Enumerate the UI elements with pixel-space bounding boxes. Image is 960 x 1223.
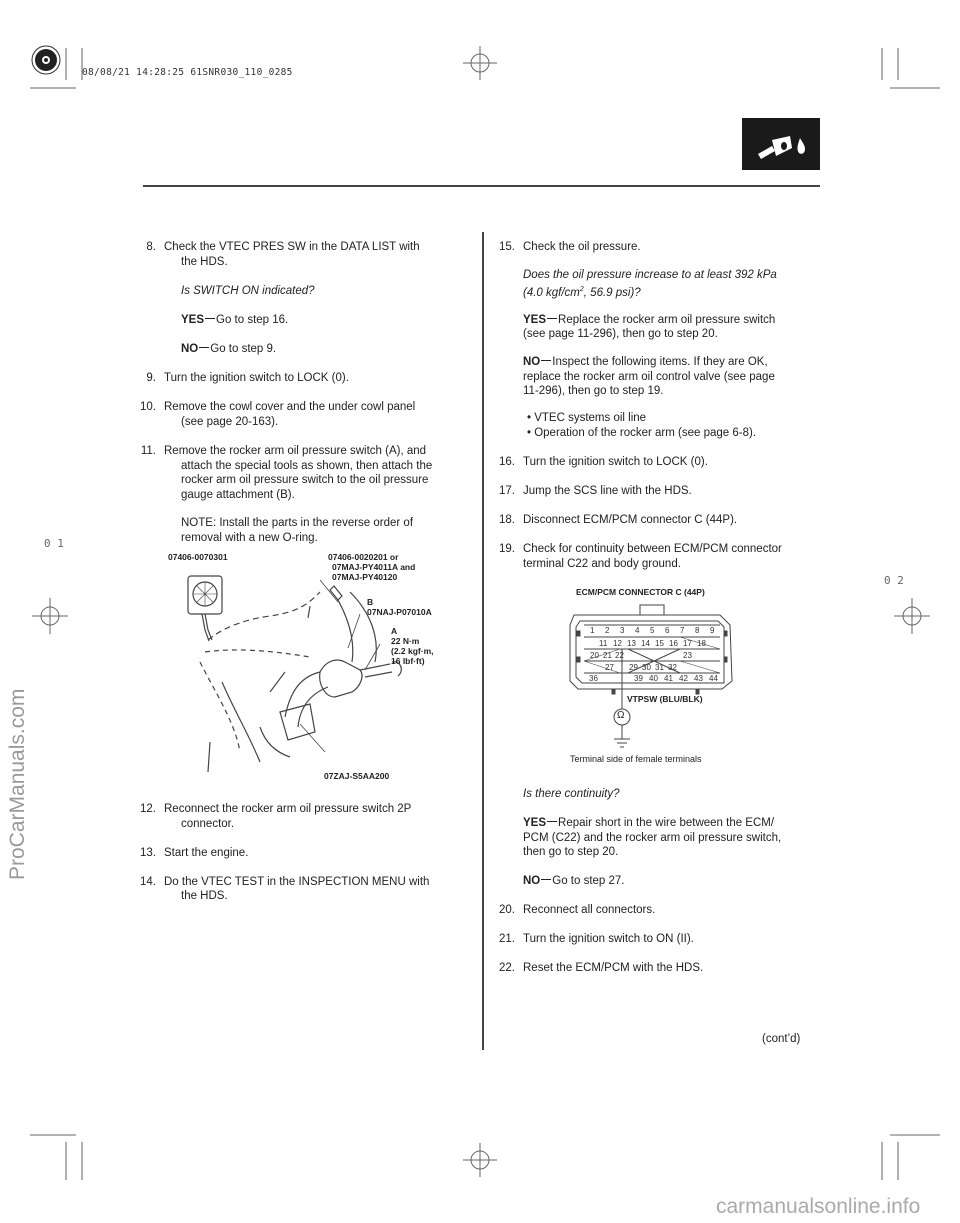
- wire-label-vtpsw: VTPSW (BLU/BLK): [627, 694, 703, 704]
- yes-19-cont-1: PCM (C22) and the rocker arm oil pressure switch,: [523, 832, 782, 844]
- step-20: 20. Reconnect all connectors.: [499, 904, 656, 916]
- callout-b: B: [367, 597, 374, 607]
- margin-mark-right: 0 2: [884, 574, 904, 587]
- tool-label-gauge-line-1: 07406-0020201 or: [328, 552, 399, 562]
- question-8: Is SWITCH ON indicated?: [181, 285, 315, 297]
- step-11: 11. Remove the rocker arm oil pressure switch (A), and: [140, 445, 427, 457]
- question-15-line-1: Does the oil pressure increase to at least 392 kPa: [523, 269, 777, 281]
- tool-label-gauge-line-2: 07MAJ-PY4011A and: [332, 562, 416, 572]
- step-21: 21. Turn the ignition switch to ON (II).: [499, 933, 694, 945]
- continued-label: (cont’d): [762, 1033, 801, 1045]
- bullet-rocker-arm: • Operation of the rocker arm (see page 6-8).: [527, 427, 757, 439]
- step-10: 10. Remove the cowl cover and the under cowl panel: [140, 401, 416, 413]
- step-14: 14. Do the VTEC TEST in the INSPECTION MENU with: [140, 876, 430, 888]
- step-16: 16. Turn the ignition switch to LOCK (0).: [499, 456, 708, 468]
- connector-title: ECM/PCM CONNECTOR C (44P): [576, 587, 705, 597]
- step-11-cont-1: attach the special tools as shown, then attach the: [181, 460, 433, 472]
- fuel-section-tab: [742, 118, 820, 170]
- step-8-cont: the HDS.: [181, 256, 228, 268]
- oil-pressure-gauge-illustration: [160, 552, 460, 782]
- step-22: 22. Reset the ECM/PCM with the HDS.: [499, 962, 704, 974]
- callout-a-torque-3: 16 lbf·ft): [391, 656, 425, 666]
- step-13: 13. Start the engine.: [140, 847, 249, 859]
- callout-a-torque-2: (2.2 kgf·m,: [391, 646, 434, 656]
- column-divider: [482, 232, 484, 1050]
- yes-15-cont: (see page 11-296), then go to step 20.: [523, 328, 718, 340]
- step-11-cont-3: gauge attachment (B).: [181, 489, 295, 501]
- question-19: Is there continuity?: [523, 788, 620, 800]
- tool-label-gauge-line-3: 07MAJ-PY40120: [332, 572, 398, 582]
- bullet-oil-line: • VTEC systems oil line: [527, 412, 647, 424]
- watermark-left: ProCarManuals.com: [6, 688, 29, 880]
- step-8: 8. Check the VTEC PRES SW in the DATA LIST with: [146, 241, 420, 253]
- step-14-cont: the HDS.: [181, 890, 228, 902]
- tool-label-07406-0070301: 07406-0070301: [168, 552, 228, 562]
- terminal-23: 23: [683, 651, 692, 660]
- callout-a-torque-1: 22 N·m: [391, 636, 420, 646]
- step-19: 19. Check for continuity between ECM/PCM connector: [499, 543, 782, 555]
- yes-19-cont-2: then go to step 20.: [523, 846, 619, 858]
- no-15-cont-2: 11-296), then go to step 19.: [523, 385, 664, 397]
- special-tools-figure: [160, 552, 460, 782]
- fuel-nozzle-icon: [742, 118, 820, 170]
- step-19-cont: terminal C22 and body ground.: [523, 558, 681, 570]
- step-17: 17. Jump the SCS line with the HDS.: [499, 485, 692, 497]
- yes-8: YES Go to step 16.: [181, 314, 289, 326]
- step-9: 9. Turn the ignition switch to LOCK (0).: [146, 372, 349, 384]
- no-15-cont-1: replace the rocker arm oil control valve (see page: [523, 371, 775, 383]
- connector-caption: Terminal side of female terminals: [570, 754, 702, 764]
- margin-mark-left: 0 1: [44, 537, 64, 550]
- registration-target-icon: [32, 46, 60, 74]
- no-19: NO Go to step 27.: [523, 875, 625, 887]
- step-11-cont-2: rocker arm oil pressure switch to the oil pressure: [181, 474, 429, 486]
- question-15-line-2: (4.0 kgf/$cm^2$, 56.9 psi)?: [523, 286, 641, 299]
- no-8: NO Go to step 9.: [181, 343, 277, 355]
- tool-label-07zaj: 07ZAJ-S5AA200: [324, 771, 390, 781]
- ohmmeter-icon: Ω: [617, 710, 625, 721]
- watermark-bottom: carmanualsonline.info: [716, 1195, 921, 1218]
- header-stamp: 08/08/21 14:28:25 61SNR030_110_0285: [82, 67, 293, 78]
- step-12-cont: connector.: [181, 818, 235, 830]
- connector-figure: ECM/PCM CONNECTOR C (44P) 1 2 3 4 5 6 7 8 9 11 12 13 14 15 16 17 18 20 21 22 23 27 29 30 31 32 36 39 40 41 42 43 44 VTPSW (BLU/BLK) Ω Terminal side of female terminals: [560, 585, 760, 770]
- step-18: 18. Disconnect ECM/PCM connector C (44P).: [499, 514, 738, 526]
- header-rule: [143, 185, 820, 187]
- yes-19: YES Repair short in the wire between the ECM/: [523, 817, 775, 829]
- yes-15: YES Replace the rocker arm oil pressure switch: [523, 314, 776, 326]
- no-15: NO Inspect the following items. If they are OK,: [523, 356, 768, 368]
- step-10-cont: (see page 20-163).: [181, 416, 279, 428]
- step-12: 12. Reconnect the rocker arm oil pressure switch 2P: [140, 803, 412, 815]
- step-15: 15. Check the oil pressure.: [499, 241, 641, 253]
- callout-b-part: 07NAJ-P07010A: [367, 607, 432, 617]
- note-line-2: removal with a new O-ring.: [181, 532, 318, 544]
- note-line-1: NOTE: Install the parts in the reverse order of: [181, 517, 414, 529]
- callout-a: A: [391, 626, 398, 636]
